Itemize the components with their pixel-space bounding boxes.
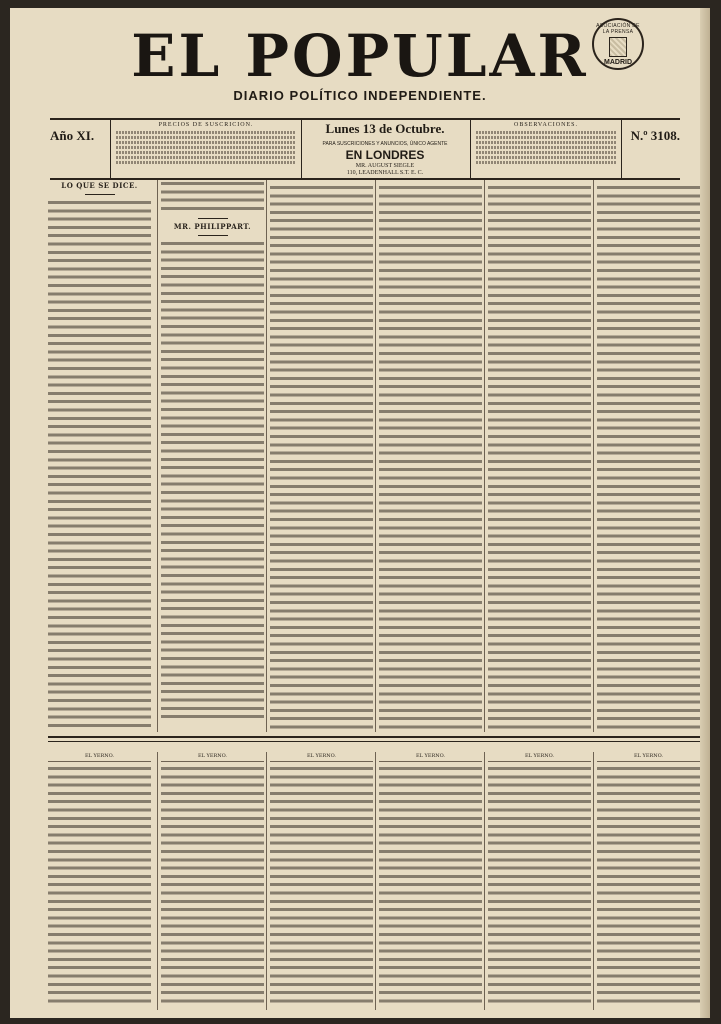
feuilleton-label: EL YERNO. <box>84 753 115 759</box>
issue-number: N.º 3108. <box>630 128 680 143</box>
feuilleton-column-4 <box>375 752 482 1010</box>
column-text <box>597 184 700 729</box>
subscription-box <box>110 120 302 178</box>
column-heading: LO QUE SE DICE. <box>61 181 138 190</box>
newspaper-subtitle: DIARIO POLÍTICO INDEPENDIENTE. <box>233 88 487 103</box>
feuilleton-text <box>161 765 264 1005</box>
seal-ring-text: ASOCIACIÓN DE LA PRENSA <box>596 22 640 35</box>
page-edge <box>700 8 710 1018</box>
year-label: Año XI. <box>50 128 95 143</box>
feuilleton-text <box>488 765 591 1005</box>
divider <box>198 235 228 236</box>
feuilleton-column-6 <box>593 752 700 1010</box>
column-text <box>161 180 264 214</box>
feuilleton-divider <box>48 736 700 742</box>
column-text <box>488 184 591 729</box>
feuilleton-label: EL YERNO. <box>197 753 228 759</box>
feuilleton-label: EL YERNO. <box>524 753 555 759</box>
agent-address: 110, LEADENHALL S.T. E. C. <box>346 170 424 176</box>
column-2 <box>157 180 264 732</box>
feuilleton-column-2 <box>157 752 264 1010</box>
observations-heading: OBSERVACIONES. <box>514 122 578 128</box>
subscription-heading: PRECIOS DE SUSCRICION. <box>158 122 254 128</box>
column-heading: MR. PHILIPPART. <box>173 222 252 231</box>
observations-box <box>470 120 622 178</box>
feuilleton-text <box>48 765 151 1005</box>
observations-text <box>476 131 616 164</box>
issue-date: Lunes 13 de Octubre. <box>325 121 445 136</box>
feuilleton-label: EL YERNO. <box>633 753 664 759</box>
divider <box>85 194 115 195</box>
column-6 <box>593 180 700 732</box>
agency-line: PARA SUSCRICIONES Y ANUNCIOS, ÚNICO AGENTE <box>322 141 448 147</box>
column-5 <box>484 180 591 732</box>
column-4 <box>375 180 482 732</box>
newspaper-title: EL POPULAR <box>131 22 589 90</box>
column-text <box>379 184 482 729</box>
column-3 <box>266 180 373 732</box>
agent-name: MR. AUGUST SIEGLE <box>355 163 415 169</box>
column-text <box>48 199 151 732</box>
feuilleton-column-1 <box>48 752 151 1010</box>
newspaper-page <box>10 8 710 1018</box>
feuilleton-text <box>597 765 700 1005</box>
feuilleton-column-5 <box>484 752 591 1010</box>
main-columns <box>48 180 700 740</box>
feuilleton-label: EL YERNO. <box>306 753 337 759</box>
info-bar <box>50 118 680 180</box>
divider <box>198 218 228 219</box>
date-agency-box <box>300 120 470 178</box>
agency-city: EN LONDRES <box>345 148 425 162</box>
seal-icon <box>592 18 644 70</box>
masthead <box>10 8 710 120</box>
feuilleton-label: EL YERNO. <box>415 753 446 759</box>
column-1 <box>48 180 151 732</box>
feuilleton-section <box>48 752 700 1012</box>
column-text <box>161 240 264 720</box>
column-text <box>270 184 373 729</box>
shield-icon <box>609 37 627 57</box>
feuilleton-text <box>379 765 482 1005</box>
feuilleton-text <box>270 765 373 1005</box>
subscription-text <box>116 131 296 164</box>
feuilleton-column-3 <box>266 752 373 1010</box>
seal-city: MADRID <box>604 58 632 66</box>
